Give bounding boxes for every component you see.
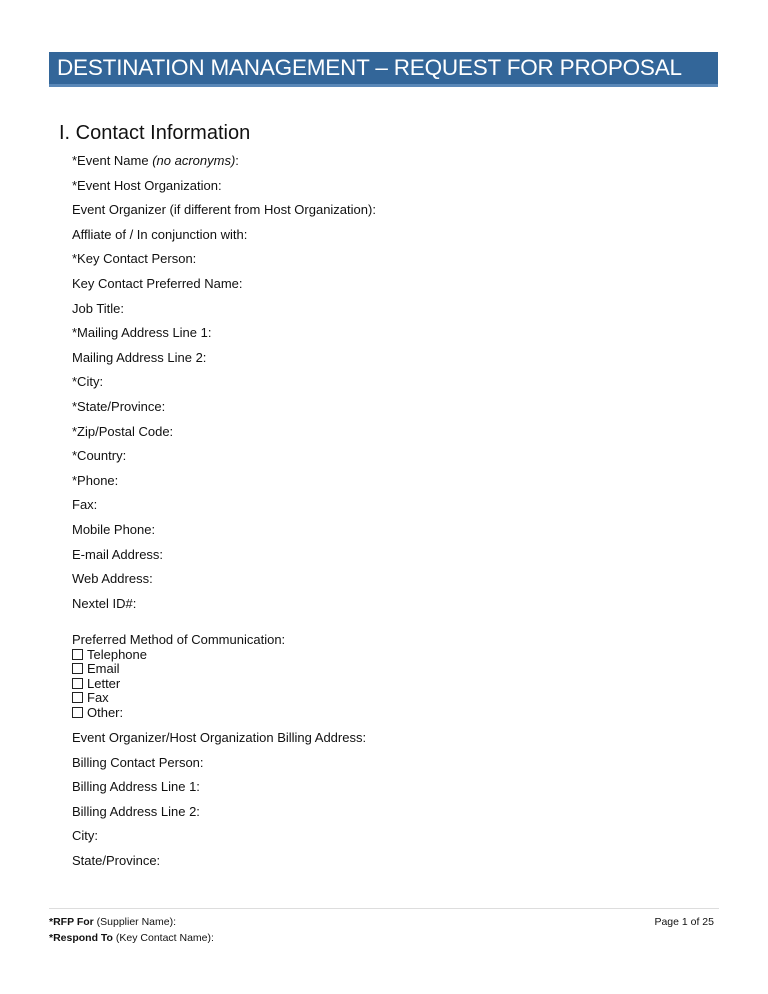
field-label: Web Address:: [72, 571, 153, 587]
section-heading: I. Contact Information: [59, 122, 251, 144]
checkbox-icon[interactable]: [72, 663, 83, 674]
billing-fields: [72, 726, 366, 874]
footer-respond-to: [49, 930, 719, 946]
field-label: Mobile Phone:: [72, 521, 156, 537]
field-label: Affliate of / In conjunction with:: [72, 226, 248, 242]
option-fax[interactable]: [72, 691, 285, 706]
field-label: *Event Name: [72, 153, 153, 168]
field-label: *Phone:: [72, 472, 119, 488]
field-label: *Event Host Organization:: [72, 177, 222, 193]
option-label: Other:: [87, 704, 124, 720]
checkbox-icon[interactable]: [72, 692, 83, 703]
field-label: *Key Contact Person:: [72, 251, 197, 267]
field-label: Billing Address Line 2:: [72, 803, 200, 819]
preferred-method-label: Preferred Method of Communication:: [72, 632, 286, 647]
field-label: Event Organizer/Host Organization Billing Address:: [72, 730, 367, 745]
footer-label: *RFP For: [49, 916, 94, 928]
footer-label: *Respond To: [49, 932, 113, 944]
checkbox-icon[interactable]: [72, 649, 83, 660]
option-label: Fax: [87, 690, 109, 705]
footer-divider: [49, 908, 719, 909]
option-label: Email: [87, 661, 120, 676]
field-colon: :: [235, 153, 239, 168]
field-label: Billing Address Line 1:: [72, 779, 200, 795]
option-email[interactable]: [72, 662, 285, 677]
option-letter[interactable]: [72, 677, 285, 692]
contact-fields: [72, 149, 376, 616]
field-label: Billing Contact Person:: [72, 754, 204, 770]
field-label: Fax:: [72, 497, 98, 513]
field-label: Key Contact Preferred Name:: [72, 275, 243, 291]
option-telephone[interactable]: [72, 648, 285, 663]
field-label: E-mail Address:: [72, 546, 164, 562]
checkbox-icon[interactable]: [72, 678, 83, 689]
footer-note: (Supplier Name):: [93, 916, 177, 928]
footer-note: (Key Contact Name):: [112, 932, 214, 944]
field-label: *Country:: [72, 448, 127, 464]
option-label: Telephone: [87, 646, 147, 662]
page-number: Page 1 of 25: [654, 916, 714, 928]
checkbox-icon[interactable]: [72, 707, 83, 718]
field-label: Mailing Address Line 2:: [72, 349, 207, 365]
page-footer: [49, 914, 719, 946]
field-note: (no acronyms): [152, 153, 236, 168]
field-event-name: [72, 149, 376, 174]
title-banner: [49, 52, 718, 87]
field-label: State/Province:: [72, 852, 161, 868]
field-label: *Zip/Postal Code:: [72, 423, 174, 439]
field-label: Event Organizer (if different from Host Organization):: [72, 202, 376, 218]
field-label: Job Title:: [72, 300, 125, 316]
option-label: Letter: [87, 675, 121, 691]
field-label: Nextel ID#:: [72, 595, 137, 611]
field-label: City:: [72, 828, 98, 844]
option-other[interactable]: [72, 706, 285, 721]
preferred-method-group: [72, 633, 285, 720]
field-label: *State/Province:: [72, 398, 166, 414]
field-label: *Mailing Address Line 1:: [72, 325, 212, 341]
field-label: *City:: [72, 374, 104, 390]
footer-rfp-for: [49, 914, 719, 930]
document-title: DESTINATION MANAGEMENT – REQUEST FOR PROPOSAL: [57, 55, 682, 80]
